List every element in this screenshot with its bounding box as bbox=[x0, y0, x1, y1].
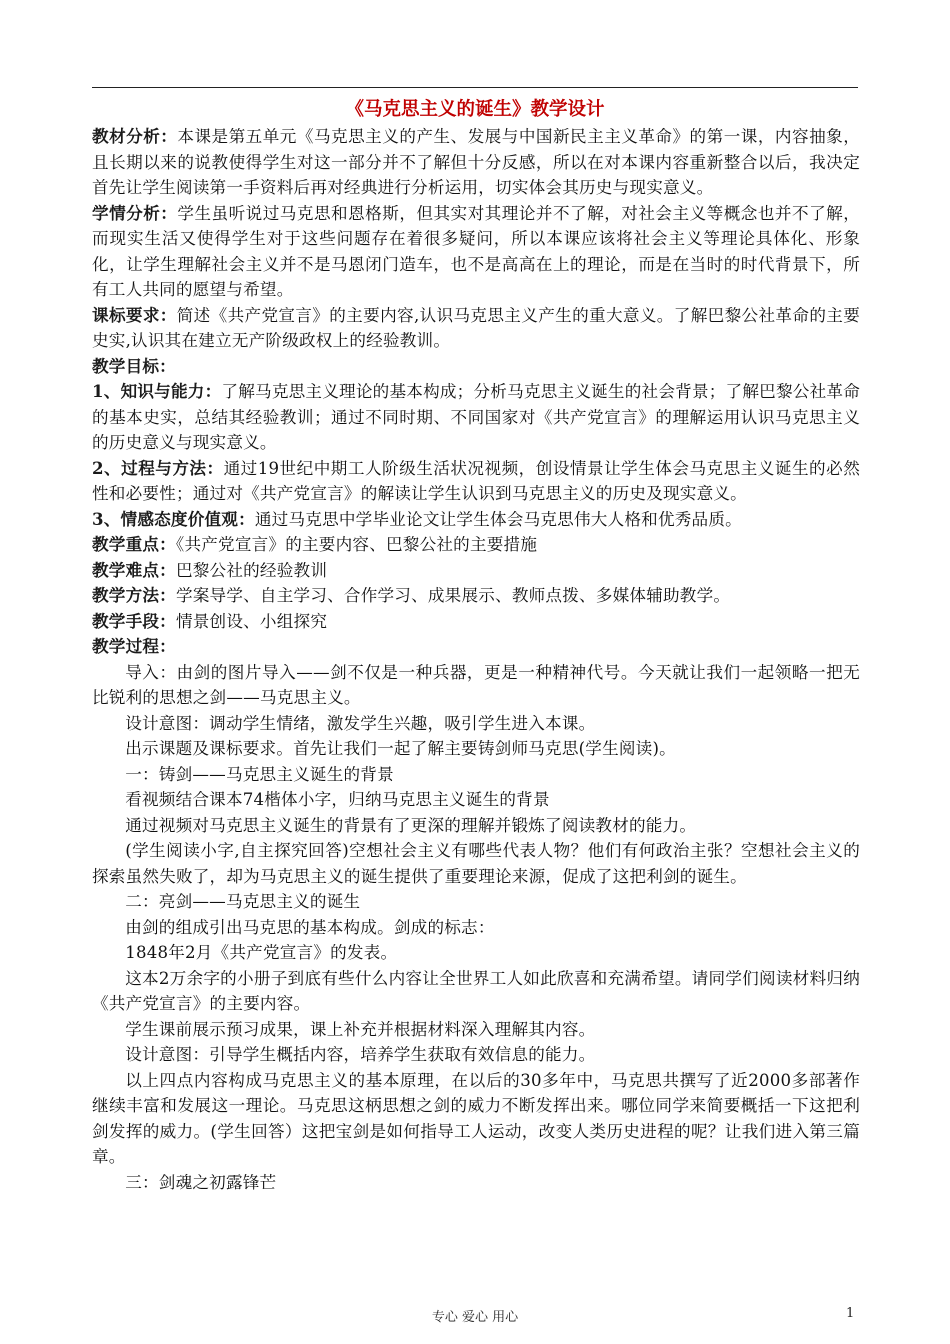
process-paragraph: 出示课题及课标要求。首先让我们一起了解主要铸剑师马克思(学生阅读)。 bbox=[125, 739, 676, 758]
curriculum-standard bbox=[92, 303, 860, 354]
students-text: 学生虽听说过马克思和恩格斯，但其实对其理论并不了解，对社会主义等概念也并不了解，而现实生活又使得学生对于这些问题存在着很多疑问，所以本课应该将社会主义等理论具体化、形象化，让学生理解社会主义并不是马恩闭门造车，也不是高高在上的理论，而是在当时的时代背景下，所有工人共同的愿望与希望。 bbox=[92, 203, 861, 299]
document-body bbox=[92, 124, 860, 1195]
process-paragraph: 学生课前展示预习成果，课上补充并根据材料深入理解其内容。 bbox=[125, 1019, 596, 1039]
teaching-goals-heading bbox=[92, 354, 860, 380]
goal-knowledge bbox=[92, 379, 860, 456]
page-footer: 专心 爱心 用心 bbox=[431, 1310, 519, 1325]
goal1-label: 1、知识与能力： bbox=[92, 381, 222, 401]
student-analysis bbox=[92, 201, 860, 303]
teaching-method bbox=[92, 583, 860, 609]
goal-emotion bbox=[92, 507, 860, 533]
header-rule bbox=[92, 87, 858, 88]
goal1-text: 了解马克思主义理论的基本构成；分析马克思主义诞生的社会背景；了解巴黎公社革命的基本史实，总结其经验教训；通过不同时期、不同国家对《共产党宣言》的理解运用认识马克思主义的历史意义与现实意义。 bbox=[92, 382, 860, 452]
goal2-text: 通过19世纪中期工人阶级生活状况视频，创设情景让学生体会马克思主义诞生的必然性和必要性；通过对《共产党宣言》的解读让学生认识到马克思主义的历史及现实意义。 bbox=[92, 458, 860, 503]
teaching-key-point bbox=[92, 532, 860, 558]
process-paragraph: 通过视频对马克思主义诞生的背景有了更深的理解并锻炼了阅读教材的能力。 bbox=[125, 815, 697, 835]
process-paragraph: 看视频结合课本74楷体小字，归纳马克思主义诞生的背景 bbox=[125, 790, 550, 809]
teaching-difficulty bbox=[92, 558, 860, 584]
difficulty-text: 巴黎公社的经验教训 bbox=[175, 560, 328, 580]
process-paragraph: (学生阅读小字,自主探究回答)空想社会主义有哪些代表人物？他们有何政治主张？空想社会主义的探索虽然失败了，却为马克思主义的诞生提供了重要理论来源，促成了这把利剑的诞生。 bbox=[92, 841, 860, 886]
document-title: 《马克思主义的诞生》教学设计 bbox=[345, 99, 605, 120]
goals-label: 教学目标： bbox=[92, 355, 176, 376]
process-paragraph: 设计意图：引导学生概括内容，培养学生获取有效信息的能力。 bbox=[125, 1045, 596, 1064]
material-label: 教材分析： bbox=[92, 126, 178, 146]
process-paragraph: 由剑的组成引出马克思的基本构成。剑成的标志： bbox=[125, 917, 495, 937]
key-label: 教学重点： bbox=[92, 534, 176, 554]
teaching-process-heading bbox=[92, 634, 860, 660]
key-text: 《共产党宣言》的主要内容、巴黎公社的主要措施 bbox=[175, 535, 538, 554]
method-text: 学案导学、自主学习、合作学习、成果展示、教师点拨、多媒体辅助教学。 bbox=[175, 586, 731, 605]
process-paragraph: 设计意图：调动学生情绪，激发学生兴趣，吸引学生进入本课。 bbox=[125, 713, 596, 733]
students-label: 学情分析： bbox=[92, 202, 178, 223]
material-text: 本课是第五单元《马克思主义的产生、发展与中国新民主主义革命》的第一课，内容抽象，且长期以来的说教使得学生对这一部分并不了解但十分反感，所以在对本课内容重新整合以后，我决定首先让学生阅读第一手资料后再对经典进行分析运用，切实体会其历史与现实意义。 bbox=[92, 127, 861, 197]
material-analysis bbox=[92, 124, 860, 201]
process-paragraph: 1848年2月《共产党宣言》的发表。 bbox=[125, 943, 398, 962]
process-paragraph: 三：剑魂之初露锋芒 bbox=[125, 1172, 277, 1192]
goal2-label: 2、过程与方法： bbox=[92, 457, 224, 478]
process-paragraph: 二：亮剑——马克思主义的诞生 bbox=[125, 892, 361, 911]
means-label: 教学手段： bbox=[92, 610, 176, 631]
means-text: 情景创设、小组探究 bbox=[175, 611, 328, 631]
process-paragraph: 以上四点内容构成马克思主义的基本原理，在以后的30多年中，马克思共撰写了近2000多部著作继续丰富和发展这一理论。马克思这柄思想之剑的威力不断发挥出来。哪位同学来简要概括一下这把利剑发挥的威力。(学生回答）这把宝剑是如何指导工人运动，改变人类历史进程的呢？让我们进入第三篇章。 bbox=[92, 1070, 860, 1166]
teaching-means bbox=[92, 609, 860, 635]
standard-label: 课标要求： bbox=[92, 304, 177, 325]
process-paragraph: 一：铸剑——马克思主义诞生的背景 bbox=[125, 764, 394, 784]
process-paragraph: 这本2万余字的小册子到底有些什么内容让全世界工人如此欣喜和充满希望。请同学们阅读材料归纳《共产党宣言》的主要内容。 bbox=[92, 968, 860, 1013]
difficulty-label: 教学难点： bbox=[92, 559, 176, 580]
process-label: 教学过程： bbox=[92, 636, 176, 656]
page-number: 1 bbox=[846, 1306, 855, 1321]
process-paragraph: 导入：由剑的图片导入——剑不仅是一种兵器，更是一种精神代号。今天就让我们一起领略一把无比锐利的思想之剑——马克思主义。 bbox=[92, 662, 860, 707]
standard-text: 简述《共产党宣言》的主要内容,认识马克思主义产生的重大意义。了解巴黎公社革命的主要史实,认识其在建立无产阶级政权上的经验教训。 bbox=[92, 305, 860, 350]
goal-process bbox=[92, 456, 860, 507]
method-label: 教学方法： bbox=[92, 585, 176, 605]
goal3-label: 3、情感态度价值观： bbox=[92, 508, 255, 529]
goal3-text: 通过马克思中学毕业论文让学生体会马克思伟大人格和优秀品质。 bbox=[254, 509, 742, 529]
